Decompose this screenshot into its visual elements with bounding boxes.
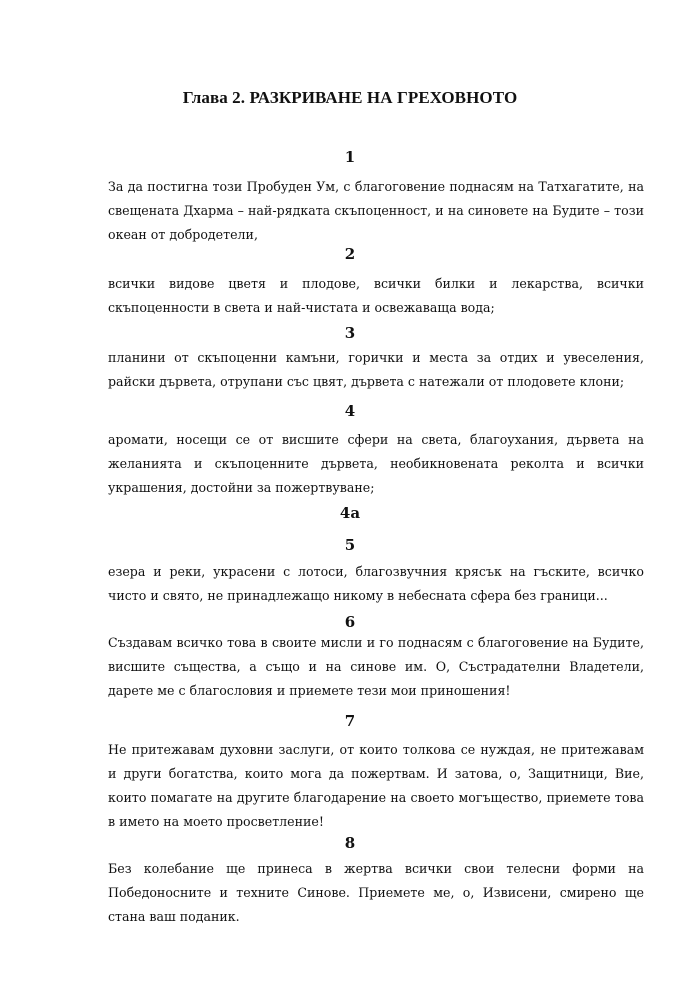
verse-number: 4 (344, 402, 356, 420)
verse-number: 6 (344, 613, 356, 631)
verse-number: 1 (344, 148, 356, 166)
verse-paragraph: Създавам всичко това в своите мисли и го поднасям с благоговение на Будите, висшите същества, а също и на синове им. О, Състрадателни Владетели, дарете ме с благословия и приемете тези мои приношения! (108, 635, 644, 698)
verse-paragraph: всички видове цветя и плодове, всички билки и лекарства, всички скъпоценности в света и най-чистата и освежаваща вода; (108, 276, 644, 315)
verse-paragraph: Не притежавам духовни заслуги, от които толкова се нуждая, не притежавам и други богатства, които мога да пожертвам. И затова, о, Защитници, Вие, които помагате на другите благодарение на своето могъщество, приемете това в името на моето просветление! (108, 742, 644, 829)
verse-paragraph: езера и реки, украсени с лотоси, благозвучния крясък на гъските, всичко чисто и свято, не принадлежащо никому в небесната сфера без граници... (108, 564, 644, 603)
verse-paragraph: За да постигна този Пробуден Ум, с благоговение поднасям на Татхагатите, на свещената Дхарма – най-рядката скъпоценност, и на синовете на Будите – този океан от добродетели, (108, 179, 644, 242)
verse-number: 7 (344, 712, 356, 730)
verse-number: 5 (344, 536, 356, 554)
verse-paragraph: аромати, носещи се от висшите сфери на света, благоухания, дървета на желанията и скъпоценните дървета, необикновената реколта и всички украшения, достойни за пожертвуване; (108, 432, 644, 495)
verse-paragraph: Без колебание ще принеса в жертва всички свои телесни форми на Победоносните и техните Синове. Приемете ме, о, Извисени, смирено ще стана ваш поданик. (108, 861, 644, 924)
verse-paragraph: планини от скъпоценни камъни, горички и места за отдих и увеселения, райски дървета, отрупани със цвят, дървета с натежали от плодовете клони; (108, 350, 644, 389)
verse-number: 3 (344, 324, 356, 342)
verse-number: 4а (339, 504, 361, 522)
verse-number: 2 (344, 245, 356, 263)
chapter-title: Глава 2. РАЗКРИВАНЕ НА ГРЕХОВНОТО (182, 88, 518, 107)
verse-number: 8 (344, 834, 356, 852)
